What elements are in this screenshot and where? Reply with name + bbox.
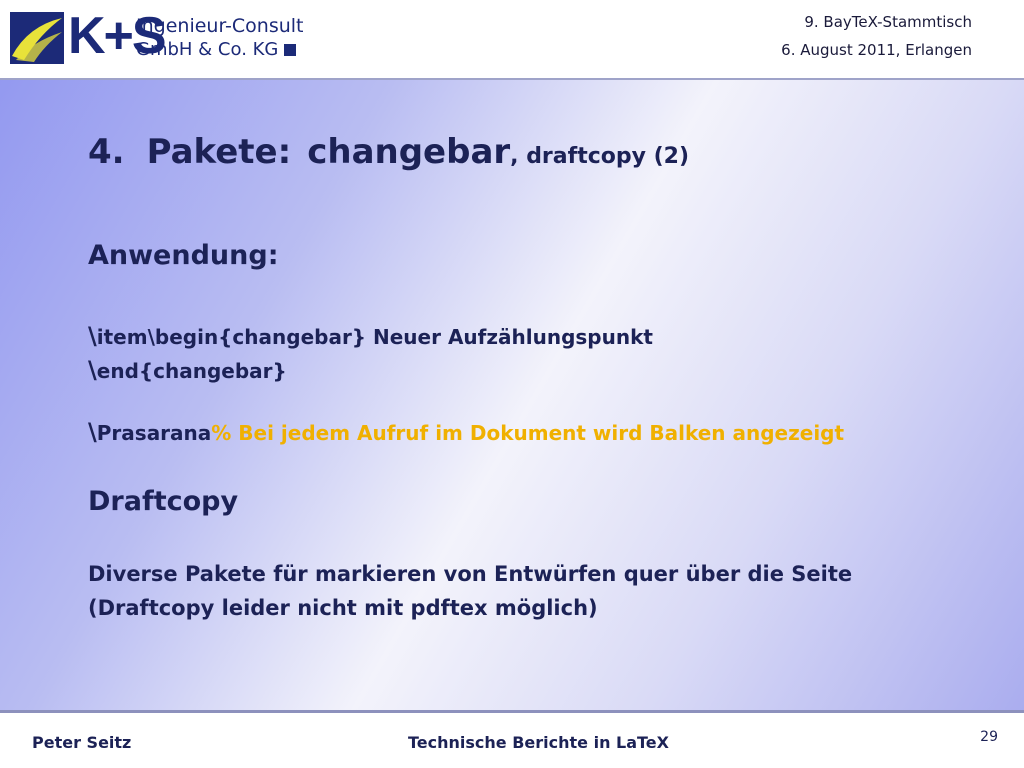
logo-square-icon	[284, 44, 296, 56]
logo-brand: K+S	[68, 7, 165, 65]
title-prefix: Pakete:	[146, 132, 292, 172]
description-line-2: (Draftcopy leider nicht mit pdftex möglich)	[88, 596, 598, 620]
code-line-2-backslash: \	[88, 356, 97, 384]
code-line-2-text: end{changebar}	[96, 359, 287, 383]
code-line-1	[88, 322, 653, 350]
event-name: 9. BayTeX-Stammtisch	[804, 13, 972, 31]
logo-company-line2	[136, 39, 296, 60]
code-line-2	[88, 356, 287, 384]
code-line-3-command: Prasarana	[96, 421, 212, 445]
logo-company-line1: Ingenieur-Consult	[136, 15, 304, 37]
title-main: changebar	[307, 132, 511, 172]
page-number: 29	[980, 729, 998, 745]
slide-footer	[0, 713, 1024, 768]
section-heading-anwendung: Anwendung:	[88, 240, 279, 271]
code-line-1-backslash: \	[88, 322, 97, 350]
company-logo	[10, 7, 310, 68]
footer-title: Technische Berichte in LaTeX	[408, 733, 669, 752]
code-line-3-backslash: \	[88, 418, 97, 446]
title-number: 4.	[88, 132, 125, 172]
slide-header	[0, 0, 1024, 78]
section-heading-draftcopy: Draftcopy	[88, 486, 239, 517]
description-line-1: Diverse Pakete für markieren von Entwürfen quer über die Seite	[88, 562, 853, 586]
header-divider	[0, 78, 1024, 80]
logo-swoosh-icon	[10, 12, 64, 64]
code-line-3	[88, 418, 844, 446]
logo-company-line2-text: GmbH & Co. KG	[136, 39, 279, 60]
code-line-3-comment: % Bei jedem Aufruf im Dokument wird Balken angezeigt	[211, 421, 845, 445]
event-date: 6. August 2011, Erlangen	[781, 41, 972, 59]
event-info	[781, 8, 972, 64]
slide-title	[88, 132, 689, 172]
code-line-1-text: item\begin{changebar} Neuer Aufzählungspunkt	[96, 325, 653, 349]
title-rest: , draftcopy (2)	[510, 144, 690, 169]
footer-author: Peter Seitz	[32, 733, 132, 752]
